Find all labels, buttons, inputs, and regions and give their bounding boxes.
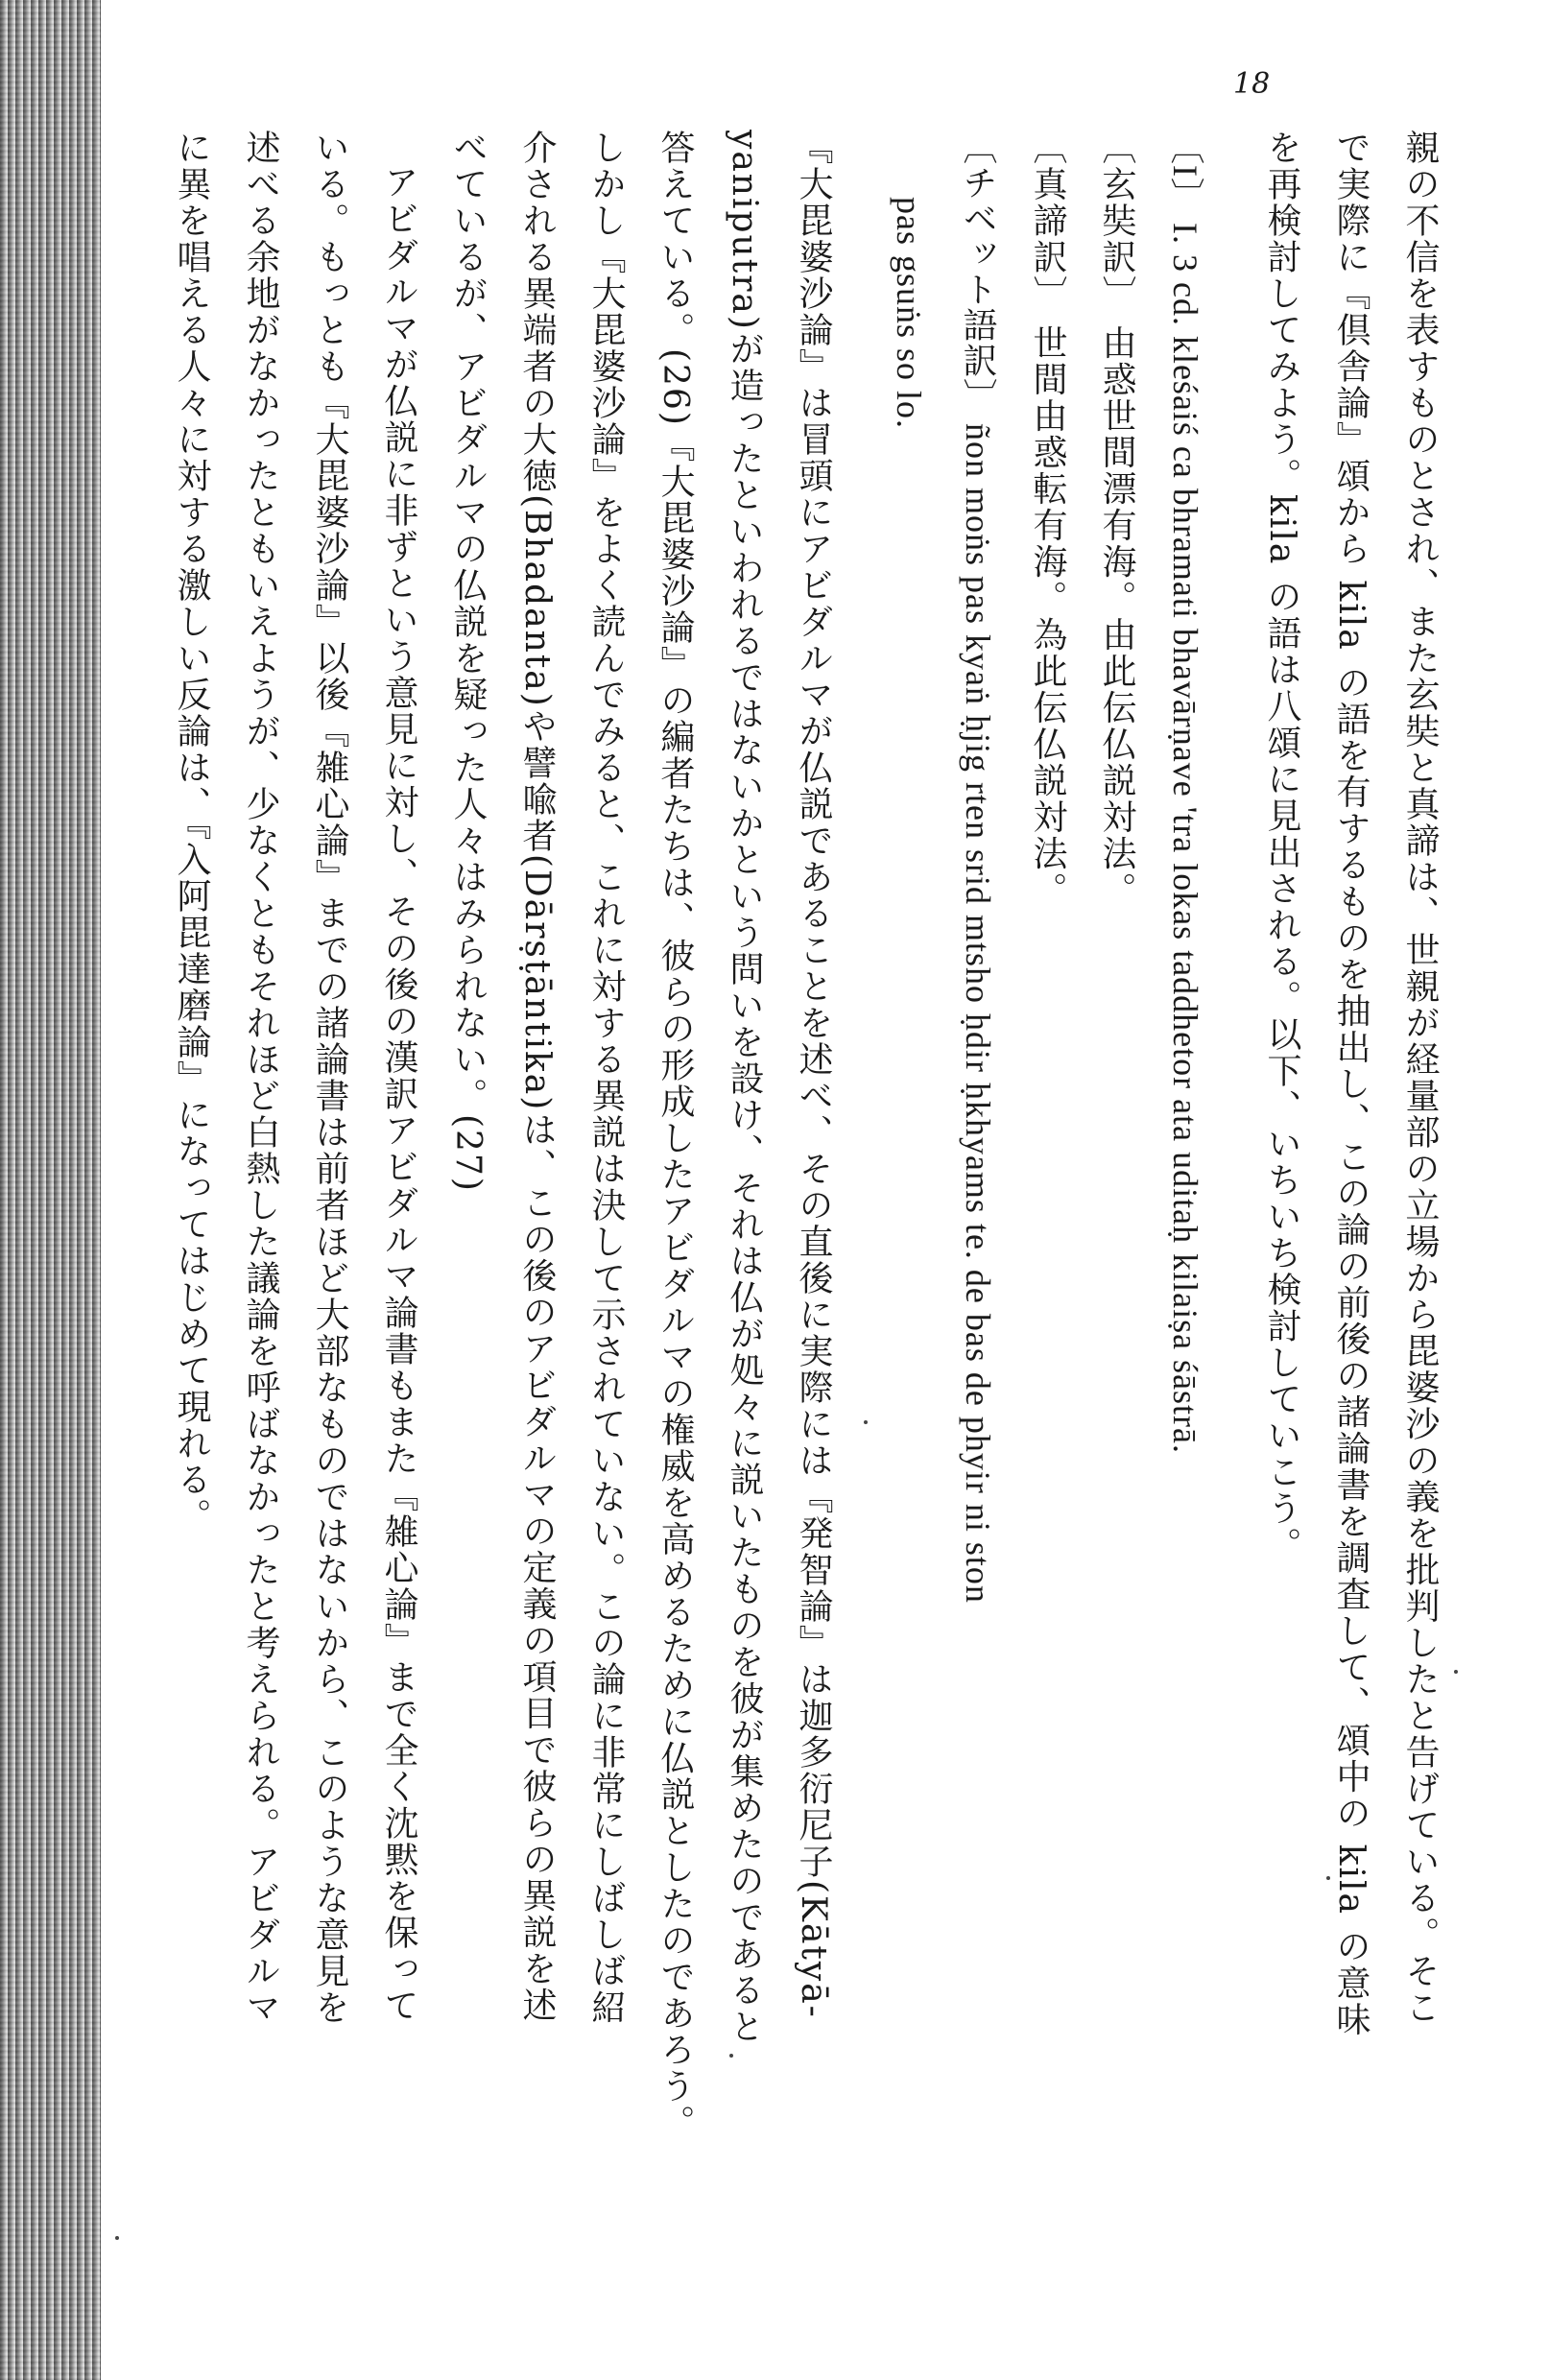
text-line: で実際に『倶舎論』頌から kila の語を有するものを抽出し、この論の前後の諸論書を調査して、頌中の kila の意味	[1331, 130, 1370, 2038]
text-line: べているが、アビダルマの仏説を疑った人々はみられない。(27)	[448, 130, 488, 1193]
text-line: しかし『大毘婆沙論』をよく読んでみると、これに対する異説は決して示されていない。この論に非常にしばしば紹	[586, 130, 626, 2026]
text-line: pas gsuṅs so lo.	[890, 197, 928, 430]
text-line: 親の不信を表すものとされ、また玄奘と真諦は、世親が経量部の立場から毘婆沙の義を批判したと告げている。そこ	[1400, 130, 1440, 2026]
scan-speck	[1326, 1876, 1330, 1880]
text-line: 述べる余地がなかったともいえようが、少なくともそれほど白熱した議論を呼ばなかったと考えられる。アビダルマ	[241, 130, 280, 2026]
text-line: yaniputra)が造ったといわれるではないかという問いを設け、それは仏が処々に説いたものを彼が集めたのであると	[725, 130, 764, 2045]
scan-speck	[115, 2236, 119, 2240]
text-line: 〔I〕 I. 3 cd. kleśaiś ca bhramati bhavārṇave 'tra lokas taddhetor ata uditaḥ kilaiṣa śāstrā.	[1166, 130, 1204, 1455]
scan-speck	[729, 2054, 733, 2058]
page-number: 18	[1233, 67, 1271, 101]
text-line: 『大毘婆沙論』は冒頭にアビダルマが仏説であることを述べ、その直後に実際には『発智論』は迦多衍尼子(Kātyā-	[794, 130, 833, 2019]
scan-speck	[864, 1420, 868, 1424]
text-line: 〔玄奘訳〕 由惑世間漂有海。由此伝仏説対法。	[1097, 130, 1136, 909]
vertical-text-body	[72, 130, 1454, 2270]
text-line: を再検討してみよう。kila の語は八頌に見出される。以下、いちいち検討していこう。	[1262, 130, 1301, 1563]
text-line: 介される異端者の大徳(Bhadanta)や譬喩者(Dārṣṭāntika)は、この後のアビダルマの定義の項目で彼らの異説を述	[517, 130, 557, 2024]
text-line: いる。もっとも『大毘婆沙論』以後『雑心論』までの諸論書は前者ほど大部なものではないから、このような意見を	[310, 130, 349, 2026]
scan-speck	[1454, 1670, 1458, 1674]
text-line: 〔チベット語訳〕 ñon moṅs pas kyaṅ ḥjig rten srid mtsho ḥdir ḥkhyams te. de bas de phyir ni ston	[959, 130, 997, 1604]
text-line: アビダルマが仏説に非ずという意見に対し、その後の漢訳アビダルマ論書もまた『雑心論』まで全く沈黙を保って	[379, 164, 418, 2024]
text-line: 〔真諦訳〕 世間由惑転有海。為此伝仏説対法。	[1028, 130, 1067, 909]
text-line: に異を唱える人々に対する激しい反論は、『入阿毘達磨論』になってはじめて現れる。	[172, 130, 211, 1535]
text-line: 答えている。(26)『大毘婆沙論』の編者たちは、彼らの形成したアビダルマの権威を高めるために仏説としたのであろう。	[655, 130, 695, 2141]
